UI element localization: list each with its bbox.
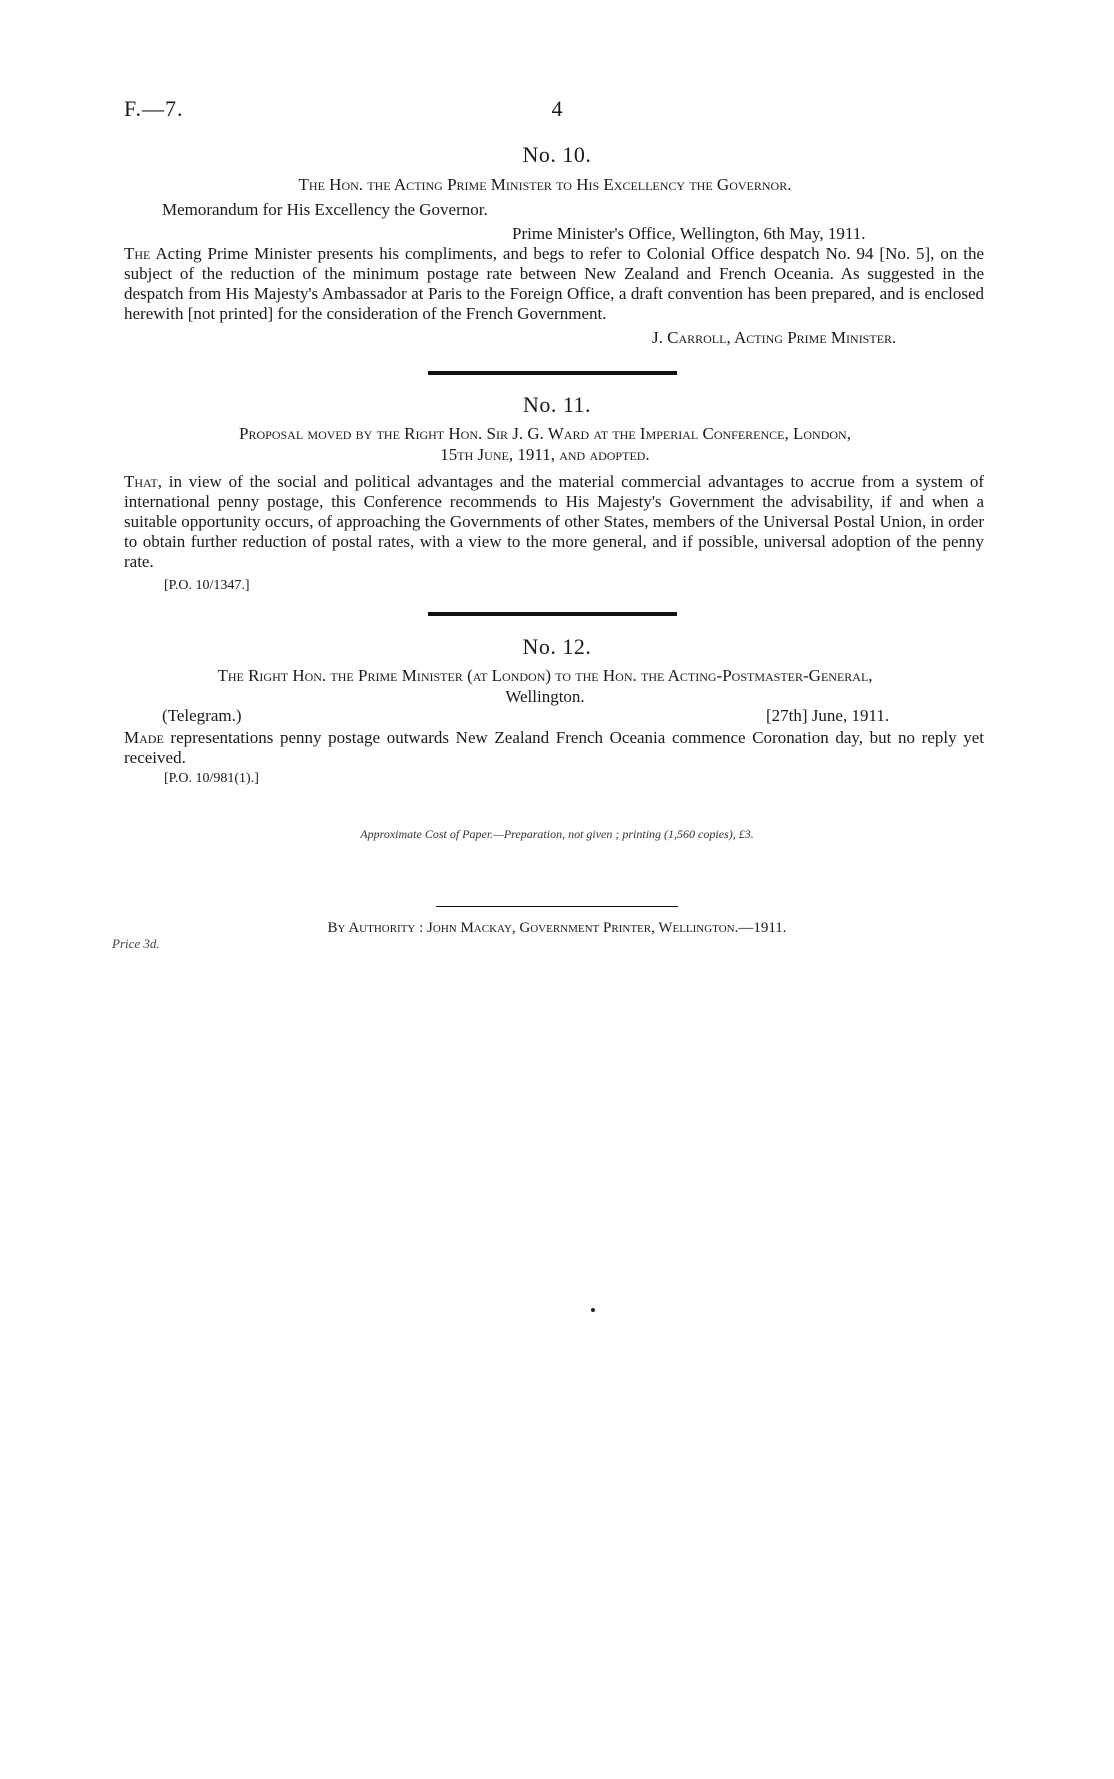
section-divider (428, 612, 677, 616)
printer-authority: By Authority : John Mackay, Government Printer, Wellington.—1911. (327, 920, 787, 936)
section-title-no12: No. 12. (522, 634, 592, 659)
page-number: 4 (551, 96, 563, 121)
paragraph-text: in view of the social and political advantages and the material commercial advantages to accrue from a system of international penny postage, this Conference recommends to His Majesty's Government the advisability, if and when a suitable opportunity occurs, of approaching the Governments of other States, members of the Universal Postal Union, in order to obtain further reduction of postal rates, with a view to the more general, and if possible, universal adoption of the penny rate. (124, 472, 984, 571)
stray-mark (591, 1308, 595, 1312)
date-no12: [27th] June, 1911. (766, 706, 890, 725)
section-heading-no10: The Hon. the Acting Prime Minister to His Excellency the Governor. (298, 175, 792, 194)
paragraph-lead: That, (124, 472, 162, 491)
price-label: Price 3d. (112, 936, 160, 951)
footer-rule (436, 906, 678, 907)
section-heading-no12-line1: The Right Hon. the Prime Minister (at London) to the Hon. the Acting-Postmaster-General, (217, 666, 873, 685)
document-code: F.—7. (124, 96, 184, 121)
paragraph-text: representations penny postage outwards New Zealand French Oceania commence Coronation day, but no reply yet received. (124, 728, 984, 767)
paragraph-lead: The (124, 244, 151, 263)
section-heading-no11-line2: 15th June, 1911, and adopted. (440, 445, 650, 464)
cost-footnote: Approximate Cost of Paper.—Preparation, not given ; printing (1,560 copies), £3. (360, 827, 754, 841)
telegram-label: (Telegram.) (162, 706, 242, 725)
paragraph-lead: Made (124, 728, 164, 747)
reference-no12: [P.O. 10/981(1).] (164, 771, 259, 786)
paragraph-text: Acting Prime Minister presents his compliments, and begs to refer to Colonial Office despatch No. 94 [No. 5], on the subject of the reduction of the minimum postage rate between New Zealand and French Oceania. As suggested in the despatch from His Majesty's Ambassador at Paris to the Foreign Office, a draft convention has been prepared, and is enclosed herewith [not printed] for the consideration of the French Government. (124, 244, 985, 323)
paragraph-no11 (124, 472, 984, 572)
signature-no10: J. Carroll, Acting Prime Minister. (646, 328, 896, 348)
paragraph-no10 (124, 244, 984, 324)
paragraph-no12 (124, 728, 984, 768)
reference-no11: [P.O. 10/1347.] (164, 578, 250, 593)
section-title-no10: No. 10. (522, 142, 592, 167)
dateline-no10: Prime Minister's Office, Wellington, 6th May, 1911. (512, 224, 866, 243)
memorandum-line: Memorandum for His Excellency the Governor. (162, 200, 488, 219)
section-heading-no11-line1: Proposal moved by the Right Hon. Sir J. G. Ward at the Imperial Conference, London, (239, 424, 851, 443)
section-divider (428, 371, 677, 375)
section-heading-no12-line2: Wellington. (505, 687, 585, 706)
section-title-no11: No. 11. (522, 392, 592, 417)
